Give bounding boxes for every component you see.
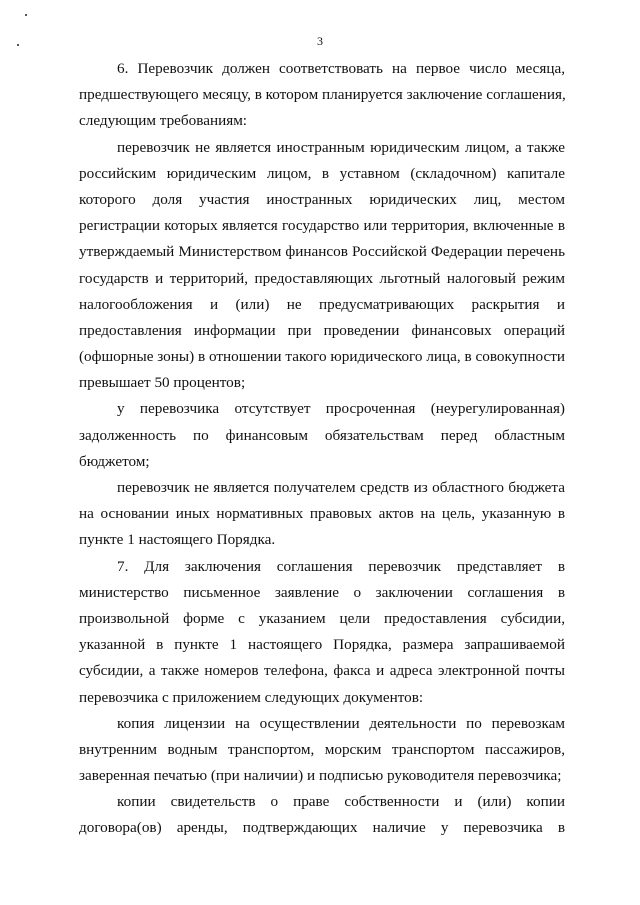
- text-line: предоставления информации при проведении финансовых операций: [79, 321, 565, 339]
- text-line: указанной в пункте 1 настоящего Порядка, размера запрашиваемой: [79, 636, 565, 654]
- text-line: превышает 50 процентов;: [79, 374, 246, 392]
- text-line: утверждаемый Министерством финансов Российской Федерации перечень: [79, 243, 565, 261]
- text-line: министерство письменное заявление о заключении соглашения в: [79, 583, 565, 601]
- text-line: перевозчик не является иностранным юридическим лицом, а также: [117, 138, 565, 156]
- text-line: российским юридическим лицом, в уставном (складочном) капитале: [79, 164, 565, 182]
- text-line: предшествующего месяцу, в котором планируется заключение соглашения,: [79, 86, 566, 104]
- document-body: [79, 56, 565, 842]
- text-line: следующим требованиям:: [79, 112, 248, 130]
- text-line: внутренним водным транспортом, морским транспортом пассажиров,: [79, 740, 565, 758]
- text-line: перевозчик не является получателем средств из областного бюджета: [117, 479, 565, 496]
- text-line: договора(ов) аренды, подтверждающих наличие у перевозчика в: [79, 819, 565, 837]
- text-line: налогообложения и (или) не предусматривающих раскрытия и: [79, 295, 565, 313]
- text-line: на основании иных нормативных правовых актов на цель, указанную в: [79, 505, 565, 523]
- paragraph-req2: [79, 396, 565, 475]
- text-line: бюджетом;: [79, 452, 150, 470]
- paragraph-req1: [79, 135, 565, 397]
- paragraph-req3: [79, 475, 565, 554]
- text-line: 7. Для заключения соглашения перевозчик представляет в: [117, 557, 565, 575]
- text-line: перевозчика с приложением следующих документов:: [79, 688, 424, 706]
- text-line: копии свидетельств о праве собственности и (или) копии: [117, 793, 565, 811]
- paragraph-p7: [79, 554, 565, 711]
- paragraph-doc2: [79, 789, 565, 841]
- scan-speck: [25, 14, 27, 16]
- text-line: копия лицензии на осуществлении деятельности по перевозкам: [117, 714, 565, 732]
- text-line: 6. Перевозчик должен соответствовать на первое число месяца,: [117, 60, 565, 77]
- text-line: заверенная печатью (при наличии) и подписью руководителя перевозчика;: [79, 767, 562, 785]
- paragraph-doc1: [79, 711, 565, 790]
- text-line: которого доля участия иностранных юридических лиц, местом: [79, 190, 565, 208]
- text-line: произвольной форме с указанием цели предоставления субсидии,: [79, 609, 565, 627]
- text-line: субсидии, а также номеров телефона, факса и адреса электронной почты: [79, 662, 565, 680]
- text-line: (офшорные зоны) в отношении такого юридического лица, в совокупности: [79, 348, 565, 366]
- text-line: пункте 1 настоящего Порядка.: [79, 531, 276, 549]
- paragraph-p6: [79, 56, 565, 135]
- text-line: государств и территорий, предоставляющих льготный налоговый режим: [79, 269, 565, 287]
- text-line: задолженность по финансовым обязательствам перед областным: [79, 426, 565, 444]
- page-number: 3: [317, 34, 323, 48]
- text-line: у перевозчика отсутствует просроченная (неурегулированная): [117, 400, 565, 418]
- text-line: регистрации которых является государство или территория, включенные в: [79, 217, 565, 235]
